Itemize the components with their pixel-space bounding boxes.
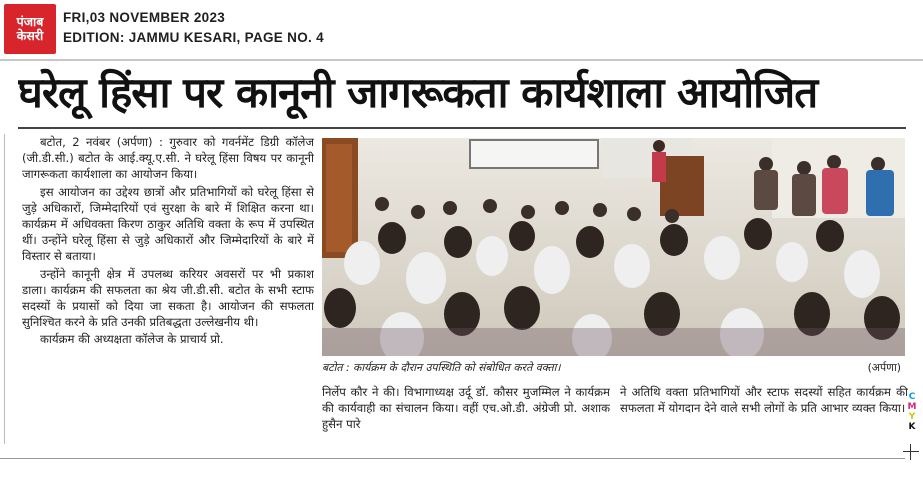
publication-date: FRI,03 NOVEMBER 2023 [63,10,226,25]
cmyk-y: Y [908,412,916,422]
caption-text: बटोत : कार्यक्रम के दौरान उपस्थिति को संबोधित करते वक्ता। [322,361,561,374]
clipping-header [0,0,923,60]
logo-line-2: केसरी [16,28,44,43]
clipping-meta [63,8,324,48]
cmyk-c: C [908,392,916,402]
headline-underline [18,127,906,129]
edition-info: EDITION: JAMMU KESARI, PAGE NO. 4 [63,30,324,45]
cmyk-color-marks [905,392,919,442]
paragraph-1: बटोत, 2 नवंबर (अर्पणा) : गुरुवार को गवर्नमेंट डिग्री कॉलेज (जी.डी.सी.) बटोत के आई.क्यू.ए.सी. ने घरेलू हिंसा विषय पर कानूनी जागरूकता कार्यशाला का आयोजन किया। [22,135,314,182]
cmyk-m: M [907,402,917,412]
cmyk-k: K [908,422,916,432]
photo-caption [322,360,905,376]
paragraph-4: कार्यक्रम की अध्यक्षता कॉलेज के प्राचार्य प्रो. [40,332,224,347]
event-photo [322,138,905,356]
paragraph-3: उन्होंने कानूनी क्षेत्र में उपलब्ध करियर अवसरों पर भी प्रकाश डाला। कार्यक्रम की सफलता का श्रेय जी.डी.सी. बटोत के सभी स्टाफ सदस्यों के प्रयासों को दिया जा सकता है। आयोजन की सफलता सुनिश्चित करने के प्रति उनकी प्रतिबद्धता उल्लेखनीय थी। [22,266,314,330]
column-left-border [4,134,5,444]
bottom-divider [0,458,905,459]
article-column-2 [322,384,610,454]
paragraph-2: इस आयोजन का उद्देश्य छात्रों और प्रतिभागियों को घरेलू हिंसा से जुड़े अधिकारों, जिम्मेदारियों एवं सुरक्षा के बारे में शिक्षित करना था। कार्यक्रम में अधिवक्ता किरण ठाकुर अतिथि वक्ता के रूप में उपस्थित थीं। उन्होंने घरेलू हिंसा से जुड़े अधिकारों और जिम्मेदारियों के बारे में विस्तार से बताया। [22,184,314,264]
article-headline: घरेलू हिंसा पर कानूनी जागरूकता कार्यशाला आयोजित [18,68,818,117]
punjab-kesari-logo [4,4,56,54]
header-divider [0,59,923,61]
column-3-text: ने अतिथि वक्ता प्रतिभागियों और स्टाफ सदस्यों सहित कार्यक्रम की सफलता में योगदान देने वाले सभी लोगों के प्रति आभार व्यक्त किया। [620,385,908,416]
column-2-text: निर्लेप कौर ने की। विभागाध्यक्ष उर्दू डॉ. कौसर मुजम्मिल ने कार्यक्रम की कार्यवाही का संचालन किया। वहीं एच.ओ.डी. अंग्रेजी प्रो. अशाक हुसैन पारे [322,385,610,432]
audience-photo-illustration [322,138,905,356]
photo-credit: (अर्पणा) [867,361,901,374]
registration-mark-icon [903,444,919,460]
article-column-3 [620,384,908,454]
article-column-1 [22,134,314,454]
logo-line-1: पंजाब [16,13,44,29]
